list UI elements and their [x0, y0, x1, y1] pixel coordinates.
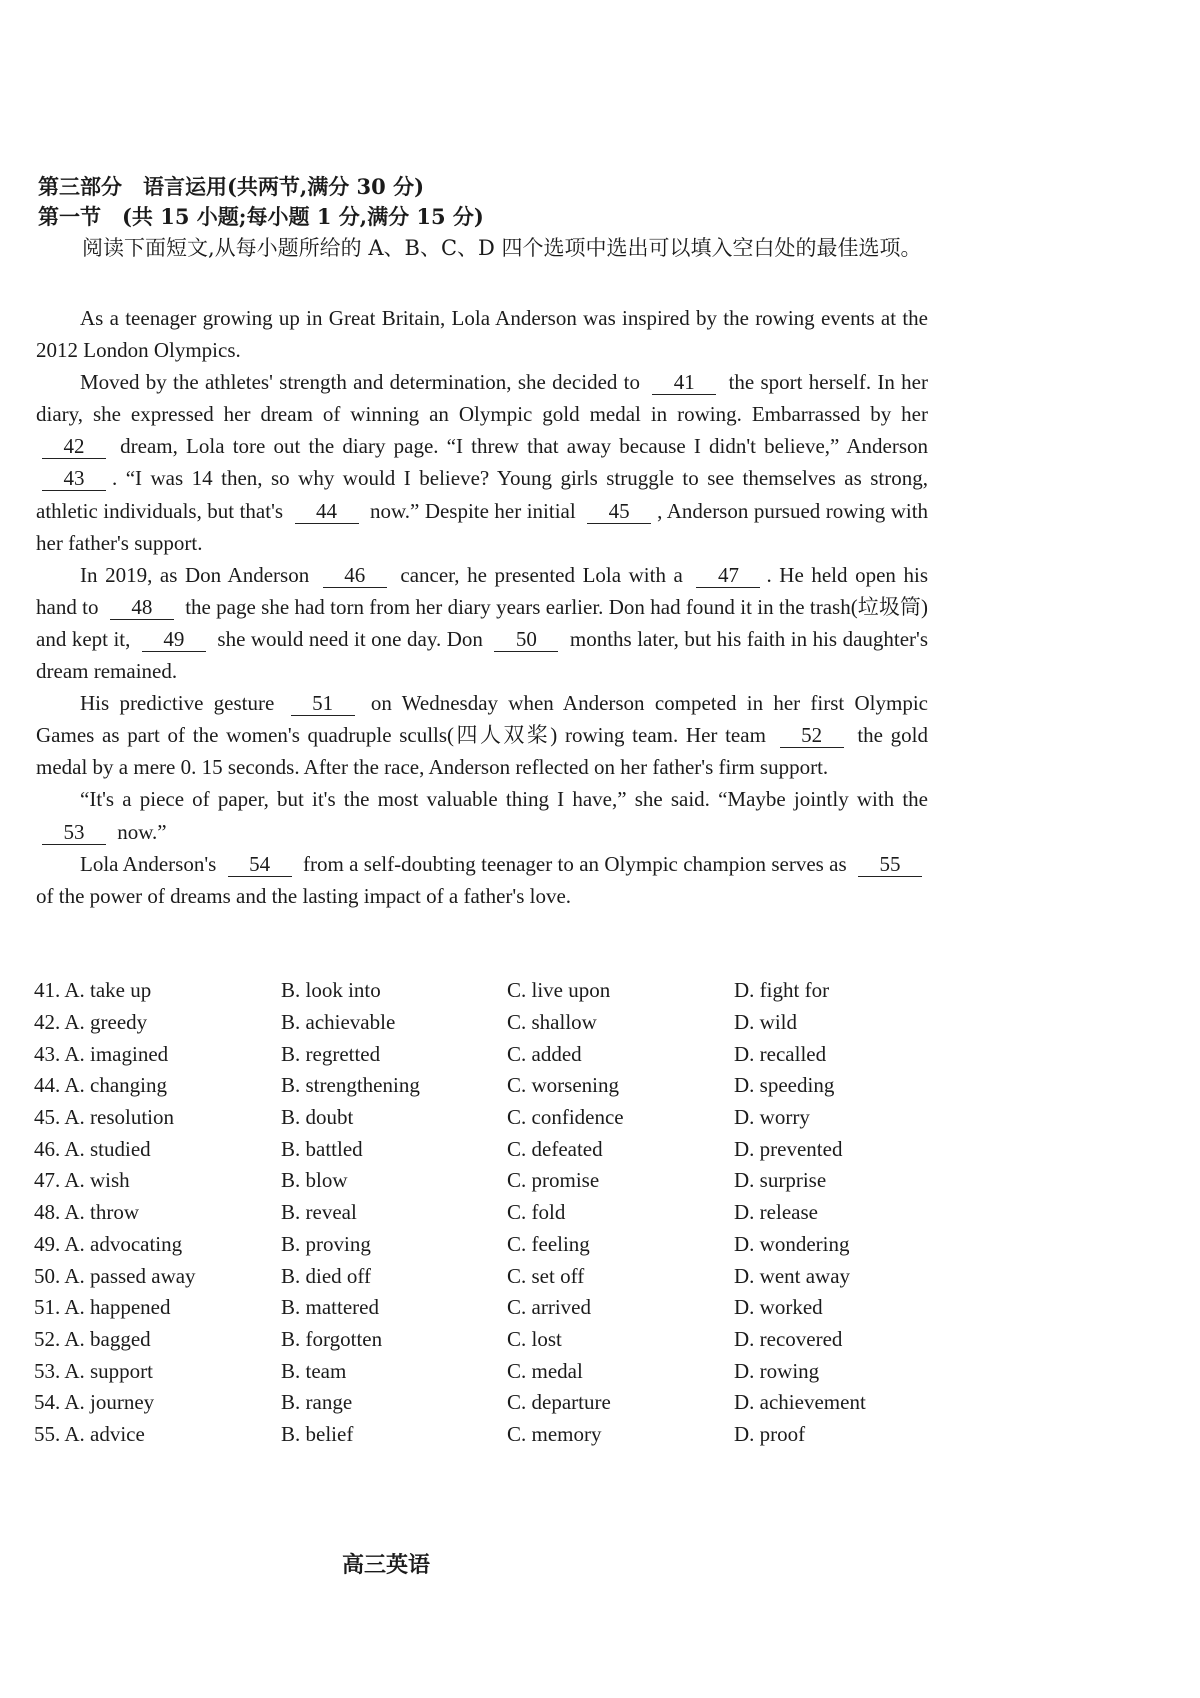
- paragraph-1: [36, 302, 928, 366]
- passage-text: dream, Lola tore out the diary page. “I threw that away because I didn't believe,” Anderson: [120, 434, 929, 459]
- option-a: 41. A. take up: [34, 978, 152, 1003]
- passage-text: As a teenager growing up in Great Britain, Lola Anderson was inspired by the rowing events at the 2012 London Olympics.: [36, 306, 928, 363]
- option-b: B. belief: [281, 1421, 354, 1446]
- passage-text: now.”: [117, 819, 167, 844]
- option-b: B. range: [281, 1390, 353, 1415]
- option-row: [34, 1007, 914, 1039]
- blank-43: 43: [42, 466, 106, 491]
- blank-45: 45: [587, 499, 651, 524]
- option-c: C. promise: [507, 1168, 600, 1193]
- option-row: [34, 1229, 914, 1261]
- option-b: B. mattered: [281, 1295, 379, 1320]
- passage-text: months later, but his faith in his daughter's dream remained.: [36, 626, 928, 684]
- passage-text: cancer, he presented Lola with a: [400, 562, 683, 587]
- option-a: 50. A. passed away: [34, 1263, 196, 1288]
- section-title: 第一节 (共 15 小题;每小题 1 分,满分 15 分): [38, 204, 484, 229]
- option-a: 43. A. imagined: [34, 1041, 169, 1066]
- option-d: D. speeding: [734, 1073, 835, 1098]
- option-c: C. memory: [507, 1421, 602, 1446]
- blank-47: 47: [696, 563, 760, 588]
- option-d: D. achievement: [734, 1390, 866, 1415]
- option-d: D. worked: [734, 1295, 823, 1320]
- option-row: [34, 1292, 914, 1324]
- page-footer: 高三英语: [342, 1552, 431, 1578]
- option-b: B. battled: [281, 1136, 363, 1161]
- option-d: D. recovered: [734, 1326, 843, 1351]
- option-c: C. live upon: [507, 978, 611, 1003]
- option-c: C. medal: [507, 1358, 583, 1383]
- option-d: D. went away: [734, 1263, 851, 1288]
- passage-text: . “I was 14 then, so why would I believe? Young girls struggle to see themselves as strong, athletic individuals, but that's: [36, 466, 928, 523]
- paragraph-6: [36, 848, 928, 912]
- option-a: 48. A. throw: [34, 1200, 139, 1225]
- blank-51: 51: [291, 691, 355, 716]
- option-d: D. release: [734, 1200, 818, 1225]
- option-d: D. proof: [734, 1421, 806, 1446]
- option-row: [34, 1070, 914, 1102]
- option-row: [34, 975, 914, 1007]
- passage-text: Lola Anderson's: [80, 851, 217, 876]
- option-a: 53. A. support: [34, 1358, 154, 1383]
- option-row: [34, 1324, 914, 1356]
- blank-48: 48: [110, 595, 174, 620]
- option-row: [34, 1133, 914, 1165]
- option-b: B. strengthening: [281, 1073, 420, 1098]
- option-row: [34, 1197, 914, 1229]
- option-b: B. proving: [281, 1231, 371, 1256]
- passage-text: “It's a piece of paper, but it's the most valuable thing I have,” she said. “Maybe jointly with the: [80, 787, 928, 812]
- option-row: [34, 1038, 914, 1070]
- blank-49: 49: [142, 627, 206, 652]
- option-a: 49. A. advocating: [34, 1231, 183, 1256]
- blank-55: 55: [858, 852, 922, 877]
- passage-text: the gold medal by a mere 0. 15 seconds. After the race, Anderson reflected on her father's firm support.: [36, 723, 929, 780]
- option-a: 52. A. bagged: [34, 1326, 151, 1351]
- option-c: C. feeling: [507, 1231, 590, 1256]
- option-d: D. rowing: [734, 1358, 820, 1383]
- passage-text: In 2019, as Don Anderson: [80, 562, 310, 587]
- option-b: B. achievable: [281, 1010, 396, 1035]
- option-d: D. fight for: [734, 978, 830, 1003]
- passage-text: from a self-doubting teenager to an Olympic champion serves as: [302, 851, 847, 876]
- option-c: C. set off: [507, 1263, 585, 1288]
- blank-41: 41: [652, 370, 716, 395]
- passage-text: she would need it one day. Don: [217, 626, 483, 651]
- passage-text: of the power of dreams and the lasting impact of a father's love.: [36, 883, 572, 908]
- option-d: D. wondering: [734, 1231, 850, 1256]
- blank-46: 46: [323, 563, 387, 588]
- paragraph-5: [36, 783, 928, 847]
- option-a: 51. A. happened: [34, 1295, 171, 1320]
- option-row: [34, 1102, 914, 1134]
- option-row: [34, 1419, 914, 1451]
- paragraph-4: [36, 687, 928, 783]
- option-d: D. surprise: [734, 1168, 827, 1193]
- option-d: D. worry: [734, 1105, 810, 1130]
- option-a: 47. A. wish: [34, 1168, 130, 1193]
- option-d: D. wild: [734, 1010, 797, 1035]
- option-c: C. defeated: [507, 1136, 603, 1161]
- paragraph-2: [36, 366, 928, 559]
- option-c: C. worsening: [507, 1073, 619, 1098]
- part-title: 第三部分 语言运用(共两节,满分 30 分): [38, 174, 425, 199]
- passage-text: Moved by the athletes' strength and determination, she decided to: [80, 370, 640, 395]
- passage-text: . He held open his hand to: [36, 562, 928, 619]
- option-b: B. reveal: [281, 1200, 357, 1225]
- option-b: B. died off: [281, 1263, 372, 1288]
- paragraph-3: [36, 559, 928, 687]
- option-row: [34, 1387, 914, 1419]
- option-d: D. recalled: [734, 1041, 827, 1066]
- option-a: 54. A. journey: [34, 1390, 155, 1415]
- blank-53: 53: [42, 820, 106, 845]
- instructions: 阅读下面短文,从每小题所给的 A、B、C、D 四个选项中选出可以填入空白处的最佳选项。: [82, 236, 922, 260]
- passage-text: His predictive gesture: [80, 691, 275, 716]
- cloze-passage: [36, 302, 928, 912]
- option-c: C. fold: [507, 1200, 566, 1225]
- passage-text: the sport herself. In her diary, she expressed her dream of winning an Olympic gold medal in rowing. Embarrassed by her: [36, 370, 928, 427]
- option-c: C. arrived: [507, 1295, 591, 1320]
- option-b: B. regretted: [281, 1041, 381, 1066]
- option-a: 44. A. changing: [34, 1073, 167, 1098]
- blank-50: 50: [494, 627, 558, 652]
- option-b: B. forgotten: [281, 1326, 383, 1351]
- option-c: C. added: [507, 1041, 582, 1066]
- blank-42: 42: [42, 434, 106, 459]
- option-b: B. look into: [281, 978, 381, 1003]
- option-a: 42. A. greedy: [34, 1010, 148, 1035]
- blank-54: 54: [228, 852, 292, 877]
- blank-52: 52: [780, 723, 844, 748]
- option-b: B. blow: [281, 1168, 348, 1193]
- passage-text: now.” Despite her initial: [369, 498, 576, 523]
- option-a: 55. A. advice: [34, 1421, 145, 1446]
- passage-text: , Anderson pursued rowing with her father's support.: [36, 498, 929, 555]
- answer-options: [34, 975, 914, 1450]
- option-c: C. shallow: [507, 1010, 597, 1035]
- option-a: 46. A. studied: [34, 1136, 151, 1161]
- passage-text: the page she had torn from her diary years earlier. Don had found it in the trash(垃圾筒) and kept it,: [36, 594, 929, 651]
- option-a: 45. A. resolution: [34, 1105, 174, 1130]
- blank-44: 44: [295, 499, 359, 524]
- option-row: [34, 1165, 914, 1197]
- option-b: B. doubt: [281, 1105, 354, 1130]
- option-b: B. team: [281, 1358, 347, 1383]
- passage-text: on Wednesday when Anderson competed in her first Olympic Games as part of the women's quadruple sculls(四人双桨) rowing team. Her team: [36, 691, 929, 748]
- option-c: C. confidence: [507, 1105, 624, 1130]
- option-c: C. lost: [507, 1326, 562, 1351]
- option-d: D. prevented: [734, 1136, 843, 1161]
- option-c: C. departure: [507, 1390, 611, 1415]
- option-row: [34, 1355, 914, 1387]
- option-row: [34, 1260, 914, 1292]
- section-header: [38, 172, 938, 264]
